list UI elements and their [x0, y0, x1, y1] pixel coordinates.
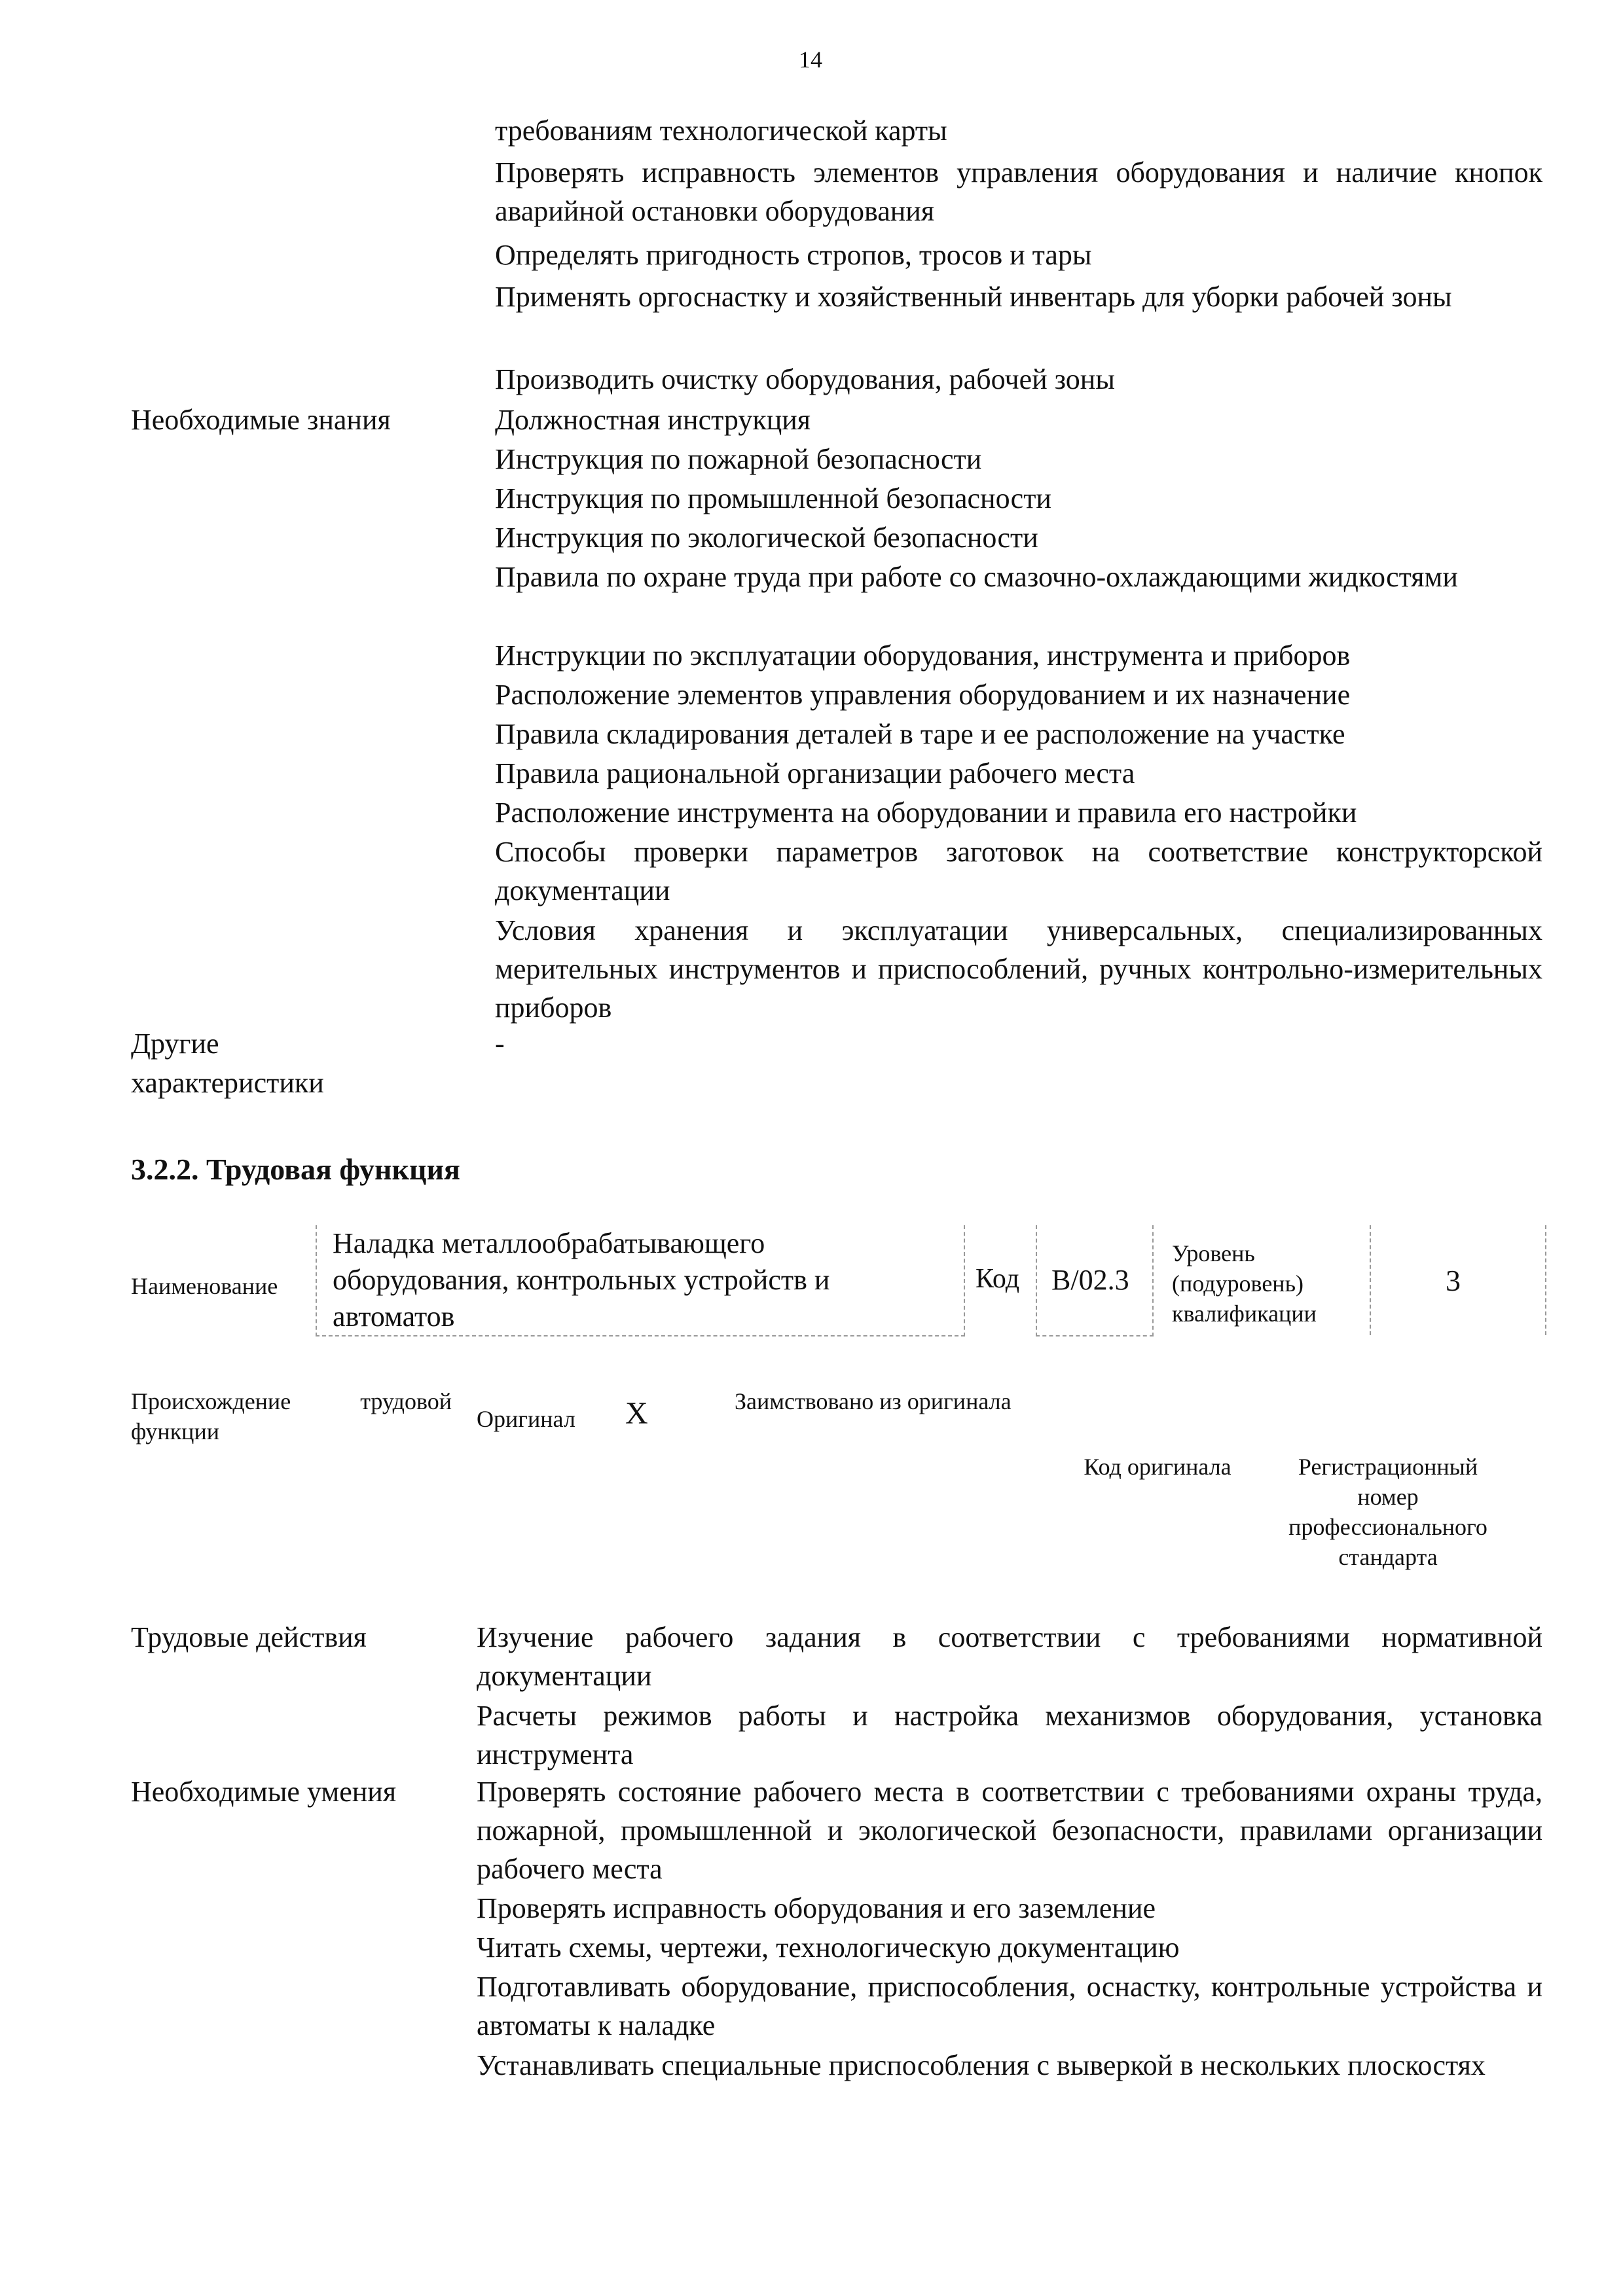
knowledge-item: Расположение элементов управления оборудованием и их назначение — [495, 679, 1351, 711]
skill-item: Устанавливать специальные приспособления с выверкой в нескольких плоскостях — [477, 2049, 1486, 2081]
knowledge-item: Инструкции по эксплуатации оборудования, инструмента и приборов — [495, 639, 1351, 672]
original-label: Оригинал — [477, 1406, 575, 1432]
knowledge-label: Необходимые знания — [131, 404, 391, 436]
name-label: Наименование — [131, 1273, 278, 1299]
skill-item: Проверять исправность элементов управления оборудования и наличие кнопок аварийной остановки оборудования — [495, 156, 1542, 227]
knowledge-item: Должностная инструкция — [495, 404, 811, 436]
skill-item: Применять оргоснастку и хозяйственный инвентарь для уборки рабочей зоны — [495, 281, 1452, 313]
actions-label: Трудовые действия — [131, 1621, 367, 1653]
code-value: B/02.3 — [1051, 1264, 1129, 1296]
skill-item: Подготавливать оборудование, приспособления, оснастку, контрольные устройства и автоматы к наладке — [477, 1971, 1542, 2041]
knowledge-item: Инструкция по пожарной безопасности — [495, 443, 982, 475]
skills-label: Необходимые умения — [131, 1776, 397, 1808]
other-characteristics-label: Другие характеристики — [131, 1028, 324, 1099]
reg-number-label: Регистрационный номер профессионального стандарта — [1288, 1454, 1487, 1570]
code-label: Код — [976, 1264, 1020, 1294]
knowledge-item: Условия хранения и эксплуатации универсальных, специализированных мерительных инструментов и приспособлений, ручных контрольно-измерительных приборов — [495, 914, 1542, 1024]
code-original-label: Код оригинала — [1084, 1454, 1231, 1480]
knowledge-item: Правила по охране труда при работе со смазочно-охлаждающими жидкостями — [495, 561, 1458, 593]
skill-item: Читать схемы, чертежи, технологическую документацию — [477, 1931, 1180, 1964]
original-mark: X — [625, 1396, 648, 1431]
other-characteristics-value: - — [495, 1028, 505, 1060]
origin-label: Происхождение трудовой функции — [131, 1388, 452, 1444]
action-item: Расчеты режимов работы и настройка механизмов оборудования, установка инструмента — [477, 1700, 1542, 1770]
knowledge-item: Инструкция по промышленной безопасности — [495, 482, 1051, 514]
action-item: Изучение рабочего задания в соответствии с требованиями нормативной документации — [477, 1621, 1542, 1692]
skill-item: Проверять состояние рабочего места в соответствии с требованиями охраны труда, пожарной, промышленной и экологической безопасности, правилами организации рабочего места — [477, 1776, 1542, 1885]
section-title: 3.2.2. Трудовая функция — [131, 1153, 460, 1186]
page-number: 14 — [799, 46, 822, 73]
knowledge-item: Инструкция по экологической безопасности — [495, 522, 1038, 554]
skill-item: Определять пригодность стропов, тросов и тары — [495, 239, 1092, 271]
skill-item: Проверять исправность оборудования и его заземление — [477, 1892, 1156, 1924]
knowledge-item: Расположение инструмента на оборудовании и правила его настройки — [495, 797, 1357, 829]
level-value: 3 — [1446, 1264, 1461, 1297]
knowledge-item: Способы проверки параметров заготовок на соответствие конструкторской документации — [495, 836, 1542, 906]
knowledge-item: Правила рациональной организации рабочего места — [495, 757, 1135, 789]
level-label: Уровень (подуровень) квалификации — [1172, 1240, 1317, 1327]
skill-item: требованиям технологической карты — [495, 115, 947, 147]
function-name: Наладка металлообрабатывающего оборудования, контрольных устройств и автоматов — [333, 1227, 830, 1333]
skill-item: Производить очистку оборудования, рабочей зоны — [495, 363, 1115, 395]
borrowed-label: Заимствовано из оригинала — [735, 1388, 1012, 1414]
knowledge-item: Правила складирования деталей в таре и ее расположение на участке — [495, 718, 1345, 750]
